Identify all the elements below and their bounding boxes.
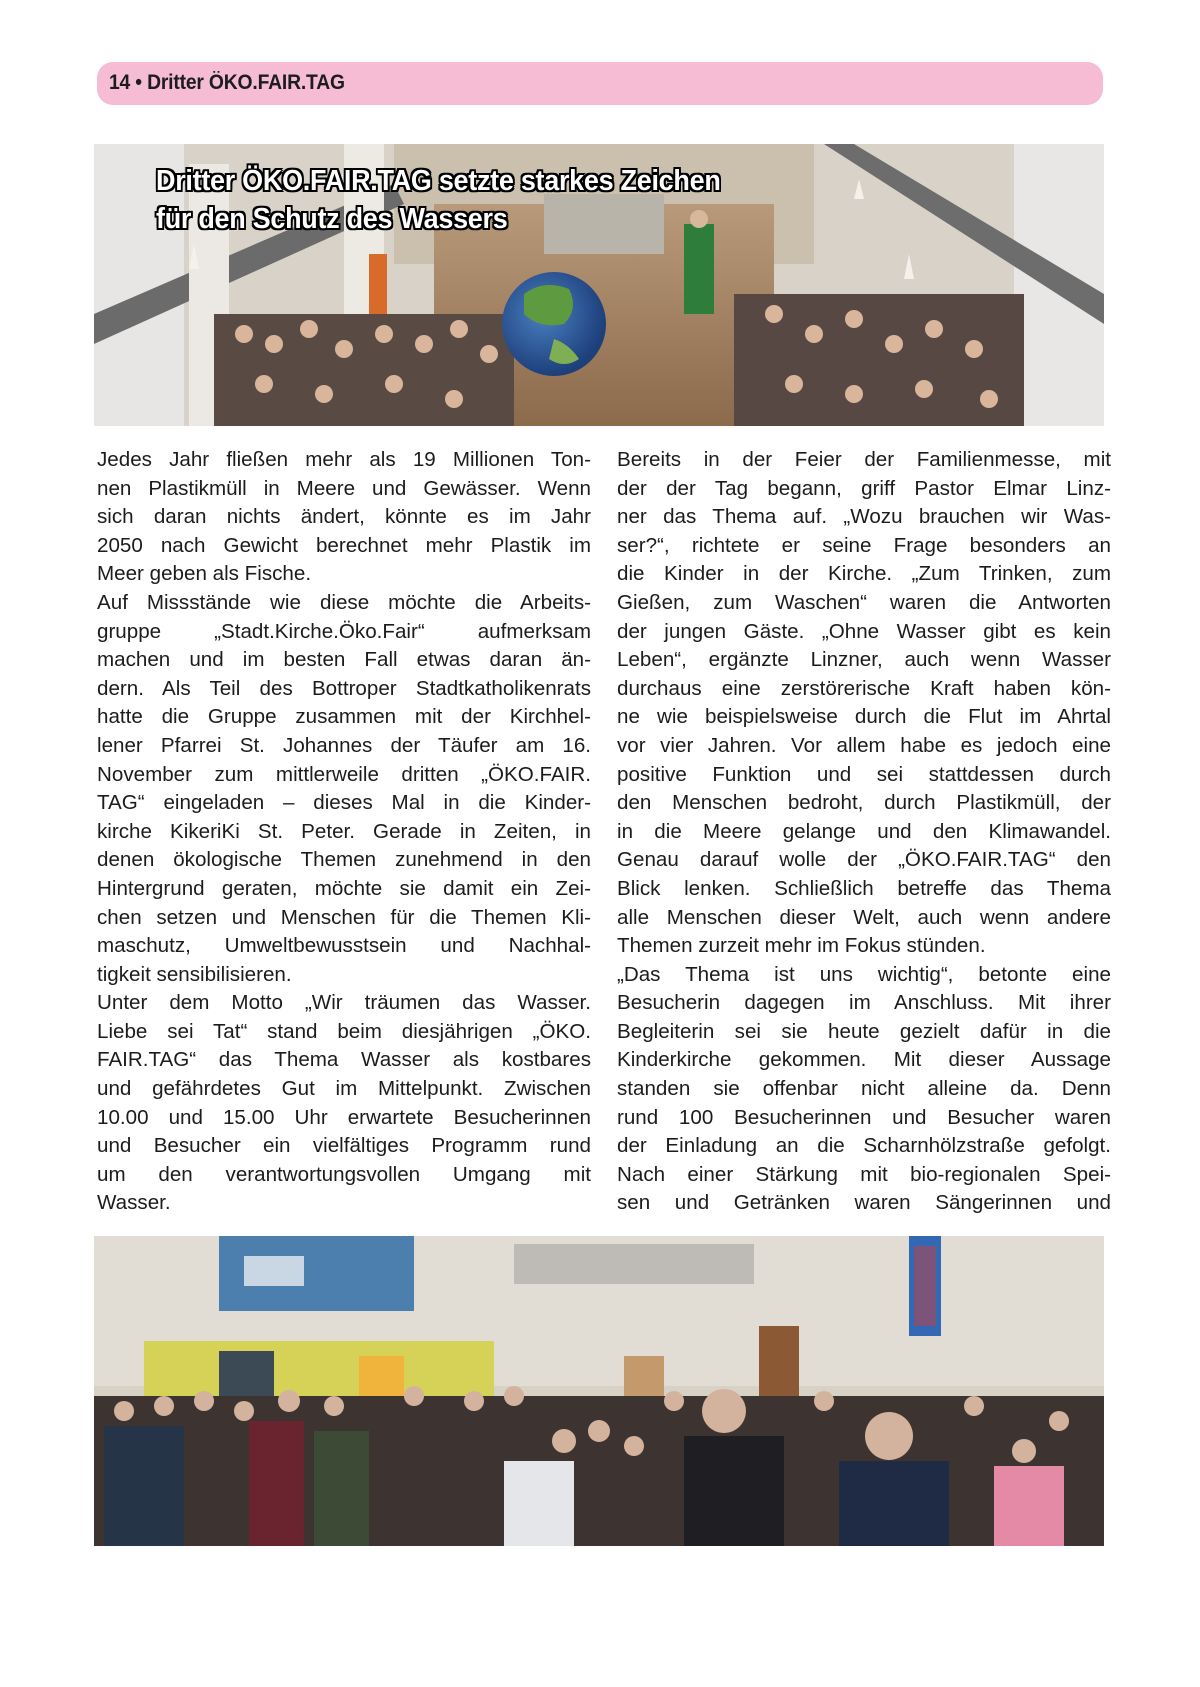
article-text-line: ser?“, richtete er seine Frage besonders an — [617, 533, 1111, 557]
visitors-hall-photo — [94, 1236, 1104, 1546]
page-header-bar — [97, 62, 1103, 105]
article-text-line: November zum mittlerweile dritten „ÖKO.FAIR. — [97, 762, 591, 786]
article-text-line: kirche KikeriKi St. Peter. Gerade in Zeiten, in — [97, 819, 591, 843]
article-text-line: hatte die Gruppe zusammen mit der Kirchhel- — [97, 705, 591, 729]
article-text-line: chen setzen und Menschen für die Themen Kli- — [97, 905, 591, 929]
article-text-line: denen ökologische Themen zunehmend in den — [97, 848, 591, 872]
article-text-line: der der Tag begann, griff Pastor Elmar Linz- — [617, 476, 1111, 500]
article-text-line: Auf Missstände wie diese möchte die Arbeits- — [97, 590, 591, 614]
headline-line-2: für den Schutz des Wassers — [156, 203, 508, 235]
article-text-line: 2050 nach Gewicht berechnet mehr Plastik im — [97, 533, 591, 557]
article-text-line: Liebe sei Tat“ stand beim diesjährigen „ÖKO. — [97, 1019, 591, 1043]
article-text-line: Leben“, ergänzte Linzner, auch wenn Wasser — [617, 648, 1111, 672]
article-text-line: maschutz, Umweltbewusstsein und Nachhal- — [97, 934, 591, 958]
article-text-line: tigkeit sensibilisieren. — [97, 962, 292, 986]
article-text-line: Nach einer Stärkung mit bio-regionalen Spei- — [617, 1162, 1111, 1186]
article-text-line: ner das Thema auf. „Wozu brauchen wir Was- — [617, 505, 1111, 529]
page-header-title: 14 • Dritter ÖKO.FAIR.TAG — [109, 71, 345, 94]
article-text-line: positive Funktion und sei stattdessen durch — [617, 762, 1111, 786]
article-text-line: die Kinder in der Kirche. „Zum Trinken, zum — [617, 562, 1111, 586]
headline-line-1: Dritter ÖKO.FAIR.TAG setzte starkes Zeichen — [156, 165, 721, 197]
article-text-line: sen und Getränken waren Sängerinnen und — [617, 1191, 1111, 1215]
article-text-line: lener Pfarrei St. Johannes der Täufer am 16. — [97, 733, 591, 757]
article-text-line: ne wie beispielsweise durch die Flut im Ahrtal — [617, 705, 1111, 729]
article-text-line: standen sie offenbar nicht alleine da. Denn — [617, 1077, 1111, 1101]
article-text-line: Kinderkirche gekommen. Mit dieser Aussage — [617, 1048, 1111, 1072]
article-text-line: gruppe „Stadt.Kirche.Öko.Fair“ aufmerksam — [97, 619, 591, 643]
article-text-line: TAG“ eingeladen – dieses Mal in die Kinder- — [97, 791, 591, 815]
article-text-line: Besucherin dagegen im Anschluss. Mit ihrer — [617, 991, 1111, 1015]
article-text-line: Hintergrund geraten, möchte sie damit ein Zei- — [97, 876, 591, 900]
article-text-line: den Menschen bedroht, durch Plastikmüll, der — [617, 791, 1111, 815]
article-text-line: Jedes Jahr fließen mehr als 19 Millionen Ton- — [97, 448, 591, 471]
article-text-line: Themen zurzeit mehr im Fokus stünden. — [617, 934, 986, 958]
article-headline — [156, 162, 721, 238]
article-text-line: Gießen, zum Waschen“ waren die Antworten — [617, 590, 1111, 614]
article-text-line: Meer geben als Fische. — [97, 562, 312, 586]
article-text-line: FAIR.TAG“ das Thema Wasser als kostbares — [97, 1048, 591, 1072]
article-text-line: durchaus eine zerstörerische Kraft haben kön- — [617, 676, 1111, 700]
article-text-line: Unter dem Motto „Wir träumen das Wasser. — [97, 991, 591, 1015]
article-text-line: „Das Thema ist uns wichtig“, betonte eine — [617, 962, 1111, 986]
article-text-line: alle Menschen dieser Welt, auch wenn andere — [617, 905, 1111, 929]
article-text-line: der jungen Gäste. „Ohne Wasser gibt es kein — [617, 619, 1111, 643]
article-text-line: sich daran nichts ändert, könnte es im Jahr — [97, 505, 591, 529]
article-text-line: Begleiterin sei sie heute gezielt dafür in die — [617, 1019, 1111, 1043]
article-text-line: in die Meere gelange und den Klimawandel. — [617, 819, 1111, 843]
bottom-photo — [94, 1236, 1104, 1546]
article-text-line: und gefährdetes Gut im Mittelpunkt. Zwischen — [97, 1077, 591, 1101]
article-text-line: vor vier Jahren. Vor allem habe es jedoch eine — [617, 733, 1111, 757]
article-text-line: Blick lenken. Schließlich betreffe das Thema — [617, 876, 1111, 900]
article-column-right — [617, 446, 1111, 1218]
article-text-line: machen und im besten Fall etwas daran än- — [97, 648, 591, 672]
article-column-left — [97, 446, 591, 1218]
article-text-line: rund 100 Besucherinnen und Besucher waren — [617, 1105, 1111, 1129]
article-text-line: und Besucher ein vielfältiges Programm rund — [97, 1134, 591, 1158]
article-text-line: dern. Als Teil des Bottroper Stadtkatholikenrats — [97, 676, 591, 700]
article-text-line: Bereits in der Feier der Familienmesse, mit — [617, 448, 1111, 471]
article-text-line: Genau darauf wolle der „ÖKO.FAIR.TAG“ den — [617, 848, 1111, 872]
article-text-line: nen Plastikmüll in Meere und Gewässer. Wenn — [97, 476, 591, 500]
article-text-line: Wasser. — [97, 1191, 171, 1215]
article-text-line: um den verantwortungsvollen Umgang mit — [97, 1162, 591, 1186]
article-text-line: 10.00 und 15.00 Uhr erwartete Besucherinnen — [97, 1105, 591, 1129]
article-text-line: der Einladung an die Scharnhölzstraße gefolgt. — [617, 1134, 1111, 1158]
top-photo — [94, 144, 1104, 426]
